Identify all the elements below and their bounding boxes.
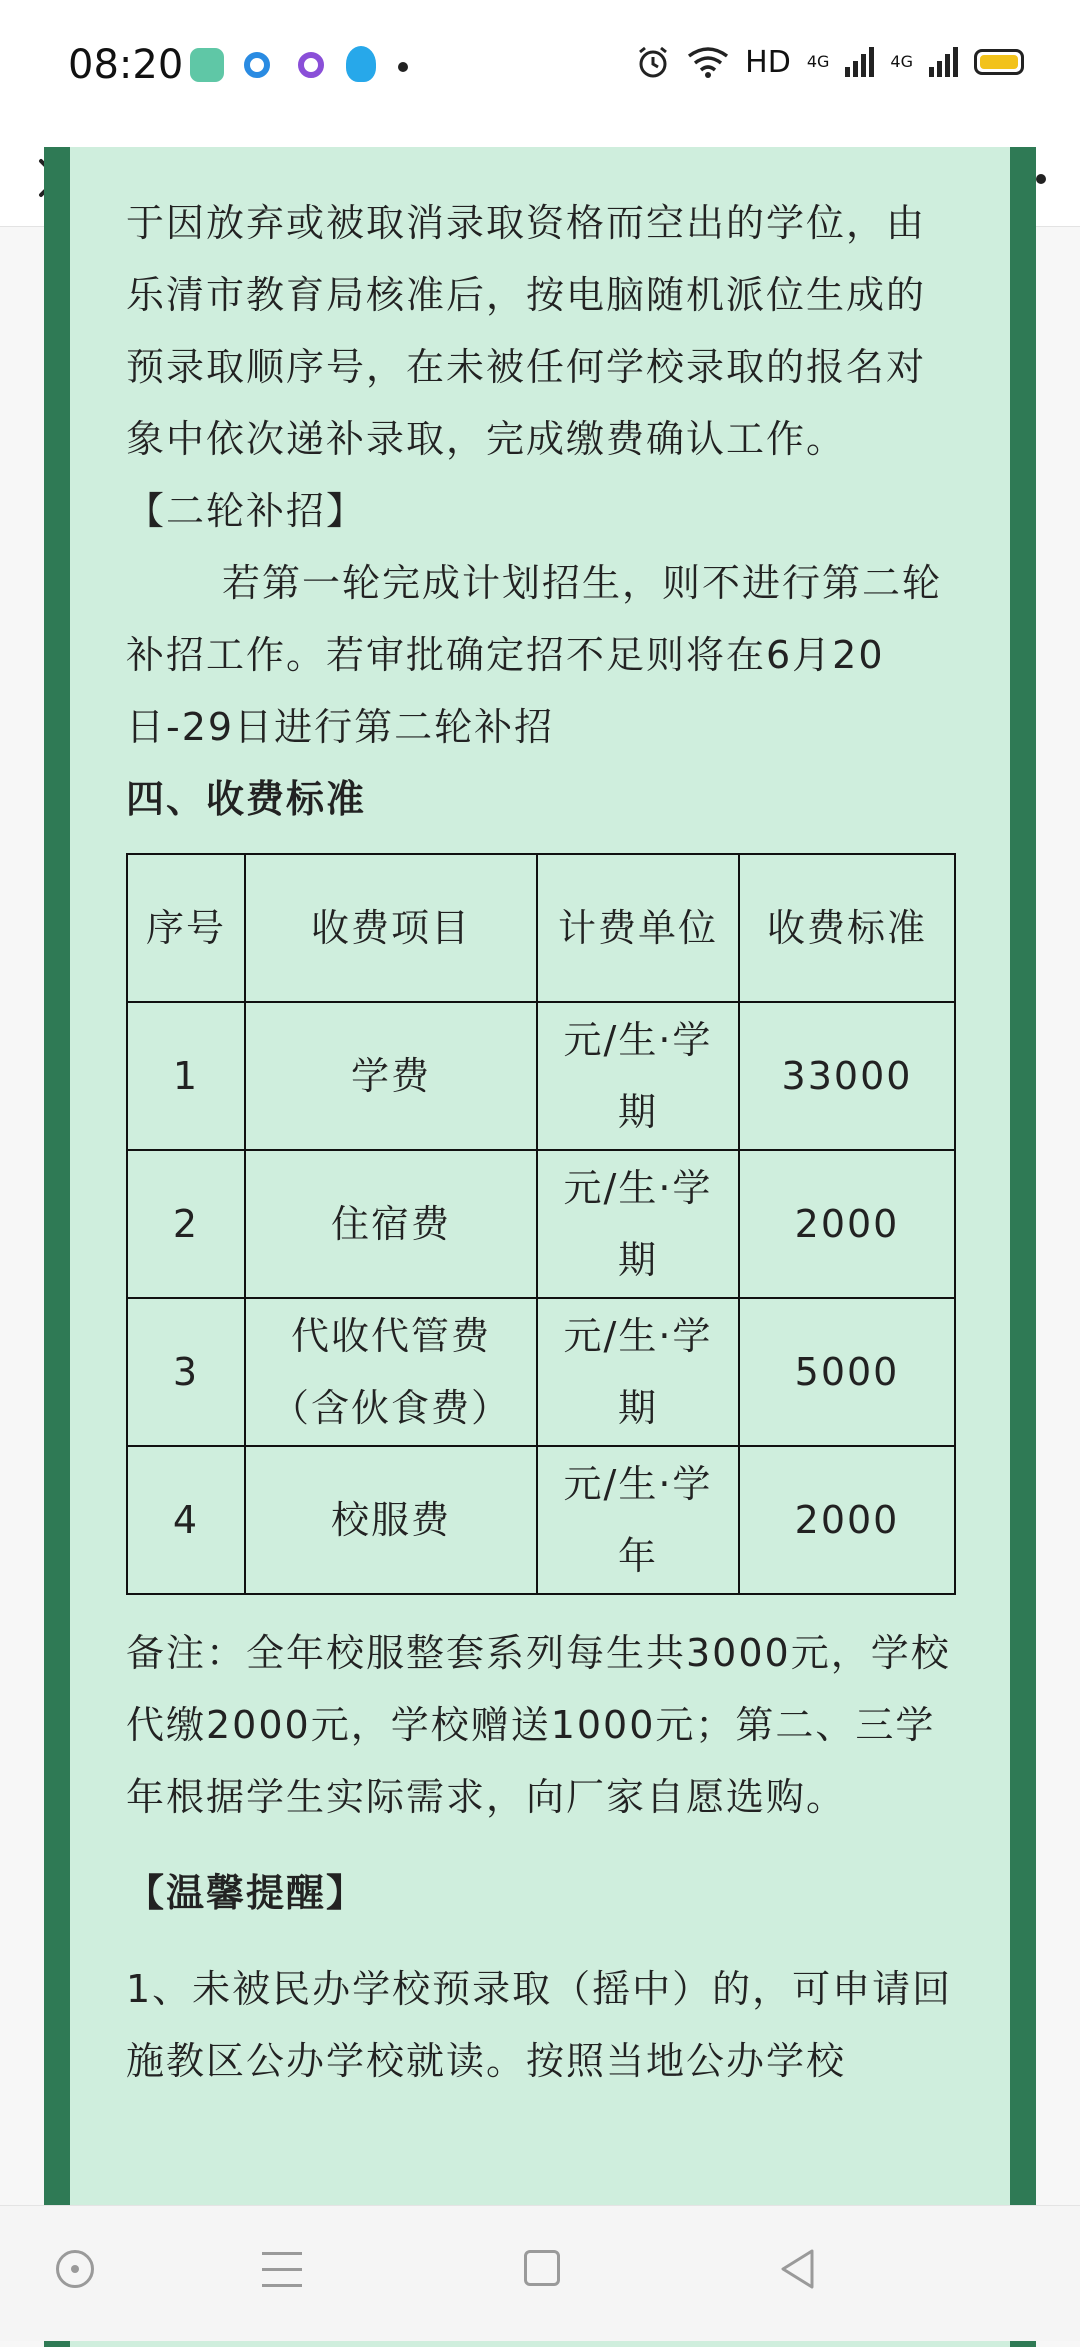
reminder-heading: 【温馨提醒】 [126,1871,367,1915]
header-cell: 计费单位 [537,854,739,1002]
table-cell: 元/生·学期 [537,1150,739,1298]
signal-1-icon [845,47,874,77]
table-row [127,1150,955,1298]
signal-1-label: 4G [806,52,830,71]
table-cell: 元/生·学期 [537,1298,739,1446]
article-content[interactable] [0,201,1080,2205]
table-cell: 校服费 [245,1446,537,1594]
round2-heading: 【二轮补招】 [126,489,367,533]
alarm-icon [635,44,671,80]
table-row [127,1446,955,1594]
table-cell: 2 [127,1150,245,1298]
table-cell: 3 [127,1298,245,1446]
header-cell: 序号 [127,854,245,1002]
table-cell: 2000 [739,1150,955,1298]
system-nav-bar [0,2205,1080,2341]
table-cell: 5000 [739,1298,955,1446]
table-cell: 学费 [245,1002,537,1150]
battery-icon [974,49,1024,75]
table-cell: 1 [127,1002,245,1150]
paragraph-top: 于因放弃或被取消录取资格而空出的学位，由乐清市教育局核准后，按电脑随机派位生成的预录取顺序号，在未被任何学校录取的报名对象中依次递补录取，完成缴费确认工作。 [126,201,927,461]
signal-2-label: 4G [890,52,913,71]
back-triangle-icon[interactable] [778,2248,818,2290]
note-paragraph: 备注：全年校服整套系列每生共3000元，学校代缴2000元，学校赠送1000元；第二、三学年根据学生实际需求，向厂家自愿选购。 [126,1631,951,1819]
signal-2-icon [929,47,958,77]
menu-icon[interactable] [262,2252,302,2288]
table-row [127,1298,955,1446]
table-header-row [127,854,955,1002]
table-cell: 代收代管费（含伙食费） [245,1298,537,1446]
home-circle-icon[interactable] [56,2250,94,2288]
table-cell: 元/生·学年 [537,1446,739,1594]
fee-table [126,853,956,1595]
status-icons [635,44,1024,80]
status-time: 08:20 [68,42,184,88]
more-notifications-dot [398,62,408,72]
table-row [127,1002,955,1150]
table-cell: 元/生·学期 [537,1002,739,1150]
section4-heading: 四、收费标准 [126,777,367,821]
qq-penguin-icon [346,46,376,82]
table-cell: 4 [127,1446,245,1594]
round2-text: 若第一轮完成计划招生，则不进行第二轮补招工作。若审批确定招不足则将在6月20日-29日进行第二轮补招 [126,561,943,749]
network-label: HD [745,44,791,80]
header-cell: 收费项目 [245,854,537,1002]
reminder-1: 1、未被民办学校预录取（摇中）的，可申请回施教区公办学校就读。按照当地公办学校 [126,1967,953,2083]
article-text [126,187,956,2097]
table-cell: 住宿费 [245,1150,537,1298]
camera-app-icon [298,52,324,78]
chat-app-icon [190,48,224,82]
table-cell: 33000 [739,1002,955,1150]
recents-square-icon[interactable] [524,2250,560,2286]
status-bar [0,0,1080,130]
browser-icon [244,52,270,78]
wifi-icon [687,46,729,78]
header-cell: 收费标准 [739,854,955,1002]
table-cell: 2000 [739,1446,955,1594]
